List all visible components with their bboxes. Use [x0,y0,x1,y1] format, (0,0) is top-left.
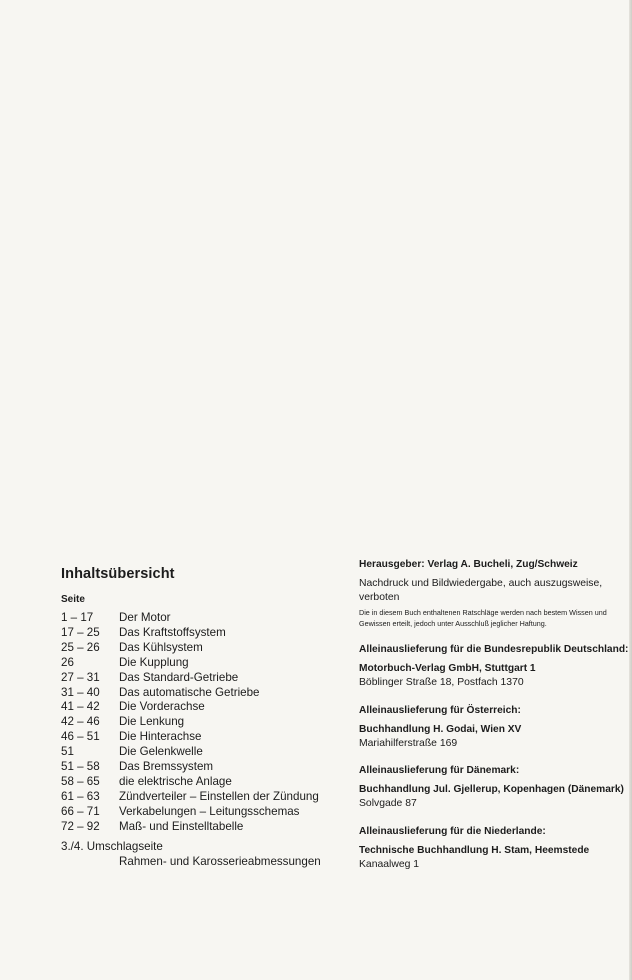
distributor-address: Mariahilferstraße 169 [359,737,458,749]
distributor-region: Alleinauslieferung für Österreich: [359,704,521,716]
distributor-region: Alleinauslieferung für Dänemark: [359,765,520,776]
publisher-heading: Herausgeber: Verlag A. Bucheli, Zug/Schweiz [359,559,578,570]
toc-entry-pages: 66 – 71 [61,804,100,818]
toc-page-column-label: Seite [61,594,85,605]
toc-entry-topic: die elektrische Anlage [119,774,232,788]
distributor-name: Technische Buchhandlung H. Stam, Heemstede [359,844,590,856]
distributor-block [359,704,621,751]
toc-entry-pages: 72 – 92 [61,819,100,833]
toc-entry-topic: Das Kühlsystem [119,640,203,654]
toc-entry-pages: 51 – 58 [61,760,100,774]
toc-entry [61,686,341,701]
toc-title: Inhaltsübersicht [61,566,175,582]
toc-entry-pages: 42 – 46 [61,715,100,729]
publisher-info [359,558,629,871]
toc-cover-topic: Rahmen- und Karosserieabmessungen [119,854,321,868]
table-of-contents [61,565,341,869]
toc-entry-topic: Das Kraftstoffsystem [119,625,226,639]
toc-entry-pages: 17 – 25 [61,625,100,639]
toc-entry-pages: 46 – 51 [61,730,100,744]
toc-entry-pages: 41 – 42 [61,700,100,714]
toc-entry-topic: Die Lenkung [119,715,185,729]
toc-list [61,611,341,835]
toc-entry [61,760,341,775]
toc-entry [61,611,341,626]
toc-entry-topic: Maß- und Einstelltabelle [119,819,244,833]
distributor-name: Buchhandlung Jul. Gjellerup, Kopenhagen (Dänemark) [359,784,624,795]
toc-entry-pages: 61 – 63 [61,789,100,803]
toc-entry [61,790,341,805]
toc-entry-pages: 58 – 65 [61,774,100,788]
toc-entry-topic: Der Motor [119,611,171,624]
distributor-list [359,643,629,871]
toc-entry-topic: Das automatische Getriebe [119,685,260,699]
toc-entry [61,626,341,641]
distributor-region: Alleinauslieferung für die Niederlande: [359,825,546,837]
distributor-block [359,825,621,872]
liability-disclaimer: Die in diesem Buch enthaltenen Ratschläge werden nach bestem Wissen und Gewissen erteilt, jedoch unter Ausschluß jeglicher Haftung. [359,608,607,628]
toc-entry-pages: 1 – 17 [61,611,94,624]
toc-entry [61,745,341,760]
toc-entry-pages: 51 [61,745,74,759]
toc-entry-pages: 25 – 26 [61,640,100,654]
toc-entry-topic: Die Gelenkwelle [119,745,203,759]
distributor-name: Motorbuch-Verlag GmbH, Stuttgart 1 [359,663,536,674]
toc-entry-topic: Das Standard-Getriebe [119,670,239,684]
toc-entry [61,775,341,790]
toc-entry-topic: Das Bremssystem [119,760,214,774]
distributor-region: Alleinauslieferung für die Bundesrepublik Deutschland: [359,644,629,655]
toc-cover-entry [61,840,341,870]
toc-entry [61,715,341,730]
distributor-address: Solvgade 87 [359,798,417,809]
toc-entry-pages: 31 – 40 [61,685,100,699]
toc-cover-pages: 3./4. Umschlagseite [61,839,163,853]
distributor-address: Böblinger Straße 18, Postfach 1370 [359,677,524,688]
reprint-note: Nachdruck und Bildwiedergabe, auch auszugsweise, verboten [359,578,603,603]
toc-entry [61,641,341,656]
toc-entry-pages: 27 – 31 [61,670,100,684]
publisher-block [359,558,621,629]
toc-entry-topic: Die Hinterachse [119,730,202,744]
toc-entry-topic: Die Kupplung [119,655,189,669]
toc-entry [61,730,341,745]
distributor-block [359,643,629,690]
toc-entry [61,805,341,820]
toc-entry [61,700,341,715]
distributor-address: Kanaalweg 1 [359,858,420,870]
distributor-name: Buchhandlung H. Godai, Wien XV [359,723,522,735]
toc-entry-pages: 26 [61,655,74,669]
toc-entry [61,656,341,671]
toc-entry-topic: Verkabelungen – Leitungsschemas [119,804,300,818]
toc-entry [61,820,341,835]
distributor-block [359,764,624,811]
toc-entry-topic: Die Vorderachse [119,700,205,714]
toc-entry-topic: Zündverteiler – Einstellen der Zündung [119,789,319,803]
toc-entry [61,671,341,686]
